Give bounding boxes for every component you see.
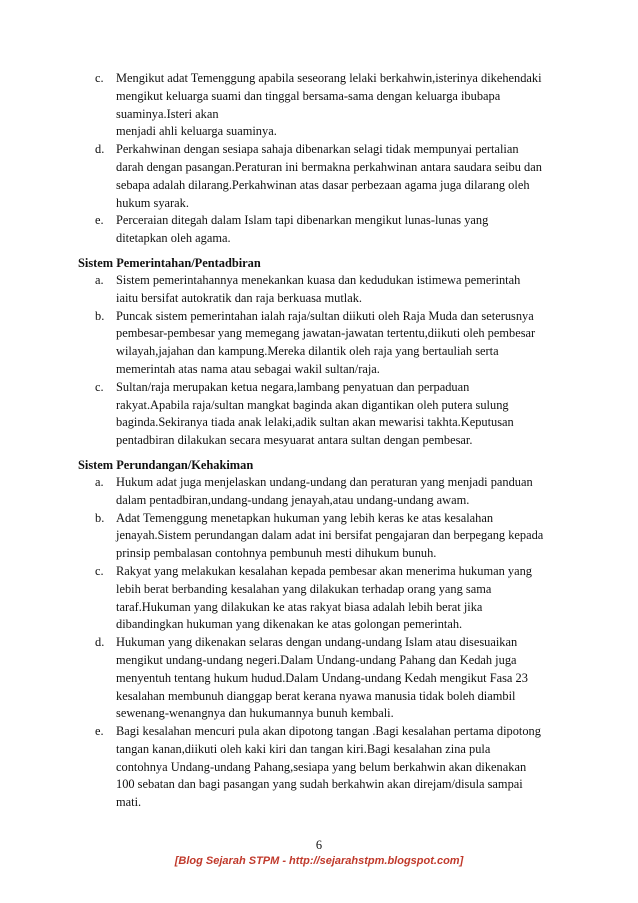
list-item-a (0, 474, 638, 510)
text-line: jenayah.Sistem perundangan dalam adat ini bersifat pengajaran dan berpegang kepada (116, 528, 544, 543)
text-line: pembesar-pembesar yang memegang jawatan-jawatan tertentu,diikuti oleh pembesar (116, 326, 536, 341)
text-line: Puncak sistem pemerintahan ialah raja/sultan diikuti oleh Raja Muda dan seterusnya (116, 308, 534, 323)
text-line: sebapa adalah dilarang.Perkahwinan atas dasar perbezaan agama juga dilarang oleh (116, 177, 530, 192)
list-marker: a. (95, 474, 104, 489)
list-item-c (0, 379, 638, 450)
list-item-c (0, 563, 638, 634)
list-marker: e. (95, 724, 104, 739)
section-heading-perundangan: Sistem Perundangan/Kehakiman (78, 457, 254, 472)
list-item-e (0, 723, 638, 812)
text-line: suaminya.Isteri akan (116, 106, 219, 121)
text-line: tangan kanan,diikuti oleh kaki kiri dan tangan kiri.Bagi kesalahan zina pula (116, 741, 491, 756)
list-item-e (0, 212, 638, 248)
text-line: pentadbiran dilakukan secara mesyuarat antara sultan dengan pembesar. (116, 433, 473, 448)
text-line: sewenang-wenangnya dan hukumannya bunuh kembali. (116, 706, 394, 721)
text-line: kesalahan membunuh dianggap berat kerana nyawa manusia tidak boleh diambil (116, 688, 516, 703)
text-line: Bagi kesalahan mencuri pula akan dipotong tangan .Bagi kesalahan pertama dipotong (116, 724, 541, 739)
list-section0 (0, 70, 638, 248)
text-line: mengikut undang-undang negeri.Dalam Undang-undang Pahang dan Kedah juga (116, 652, 517, 667)
list-item-c (0, 70, 638, 141)
text-line: Rakyat yang melakukan kesalahan kepada pembesar akan menerima hukuman yang (116, 563, 532, 578)
text-line: taraf.Hukuman yang dilakukan ke atas rakyat biasa adalah lebih berat jika (116, 599, 483, 614)
text-line: lebih berat berbanding kesalahan yang dilakukan terhadap orang yang sama (116, 581, 492, 596)
text-line: darah dengan pasangan.Peraturan ini bermakna perkahwinan antara saudara seibu dan (116, 159, 542, 174)
text-line: 100 sebatan dan bagi pasangan yang sudah berkahwin akan direjam/disula sampai (116, 777, 523, 792)
text-line: iaitu bersifat autokratik dan raja berkuasa mutlak. (116, 290, 362, 305)
text-line: prinsip pembalasan contohnya pembunuh mesti dihukum bunuh. (116, 546, 437, 561)
footer-blog-link[interactable]: [Blog Sejarah STPM - http://sejarahstpm.blogspot.com] (174, 855, 464, 867)
text-line: hukum syarak. (116, 195, 189, 210)
list-marker: d. (95, 635, 105, 650)
section-heading-pemerintahan: Sistem Pemerintahan/Pentadbiran (78, 255, 261, 270)
list-marker: c. (95, 71, 104, 85)
list-marker: b. (95, 510, 105, 525)
list-marker: a. (95, 272, 104, 287)
list-section1 (0, 272, 638, 450)
text-line: dibandingkan hukuman yang dikenakan ke atas golongan pemerintah. (116, 617, 463, 632)
text-line: mati. (116, 795, 142, 810)
list-marker: c. (95, 563, 104, 578)
text-line: rakyat.Apabila raja/sultan mangkat baginda akan digantikan oleh putera sulung (116, 397, 509, 412)
text-line: Perkahwinan dengan sesiapa sahaja dibenarkan selagi tidak mempunyai pertalian (116, 142, 519, 157)
list-item-a (0, 272, 638, 308)
page-content (0, 70, 638, 812)
text-line: dalam pentadbiran,undang-undang jenayah,atau undang-undang awam. (116, 492, 470, 507)
list-marker: b. (95, 308, 105, 323)
text-line: memerintah atas nama atau sebagai wakil sultan/raja. (116, 361, 380, 376)
text-line: menjadi ahli keluarga suaminya. (116, 124, 277, 139)
list-marker: c. (95, 379, 104, 394)
text-line: ditetapkan oleh agama. (116, 231, 231, 246)
text-line: Perceraian ditegah dalam Islam tapi dibenarkan mengikut lunas-lunas yang (116, 213, 489, 228)
text-line: Hukum adat juga menjelaskan undang-undang dan peraturan yang menjadi panduan (116, 474, 533, 489)
text-line: Sistem pemerintahannya menekankan kuasa dan kedudukan istimewa pemerintah (116, 272, 521, 287)
page-number: 6 (315, 838, 323, 852)
text-line: mengikut keluarga suami dan tinggal bersama-sama dengan keluarga ibubapa (116, 88, 501, 103)
text-line: menyentuh tentang hukum hudud.Dalam Undang-undang Kedah mengikut Fasa 23 (116, 670, 528, 685)
list-item-b (0, 510, 638, 563)
text-line: contohnya Undang-undang Pahang,sesiapa yang belum berkahwin akan dikenakan (116, 759, 527, 774)
text-line: wilayah,jajahan dan kampung.Mereka dilantik oleh raja yang bertauliah serta (116, 344, 499, 359)
list-item-d (0, 634, 638, 723)
list-marker: e. (95, 213, 104, 228)
text-line: Mengikut adat Temenggung apabila seseorang lelaki berkahwin,isterinya dikehendaki (116, 71, 542, 85)
text-line: baginda.Sekiranya tiada anak lelaki,adik sultan akan mewarisi takhta.Keputusan (116, 415, 514, 430)
text-line: Hukuman yang dikenakan selaras dengan undang-undang Islam atau disesuaikan (116, 635, 518, 650)
list-item-b (0, 308, 638, 379)
list-item-d (0, 141, 638, 212)
list-section2 (0, 474, 638, 812)
text-line: Adat Temenggung menetapkan hukuman yang lebih keras ke atas kesalahan (116, 510, 494, 525)
text-line: Sultan/raja merupakan ketua negara,lambang penyatuan dan perpaduan (116, 379, 470, 394)
list-marker: d. (95, 142, 105, 157)
